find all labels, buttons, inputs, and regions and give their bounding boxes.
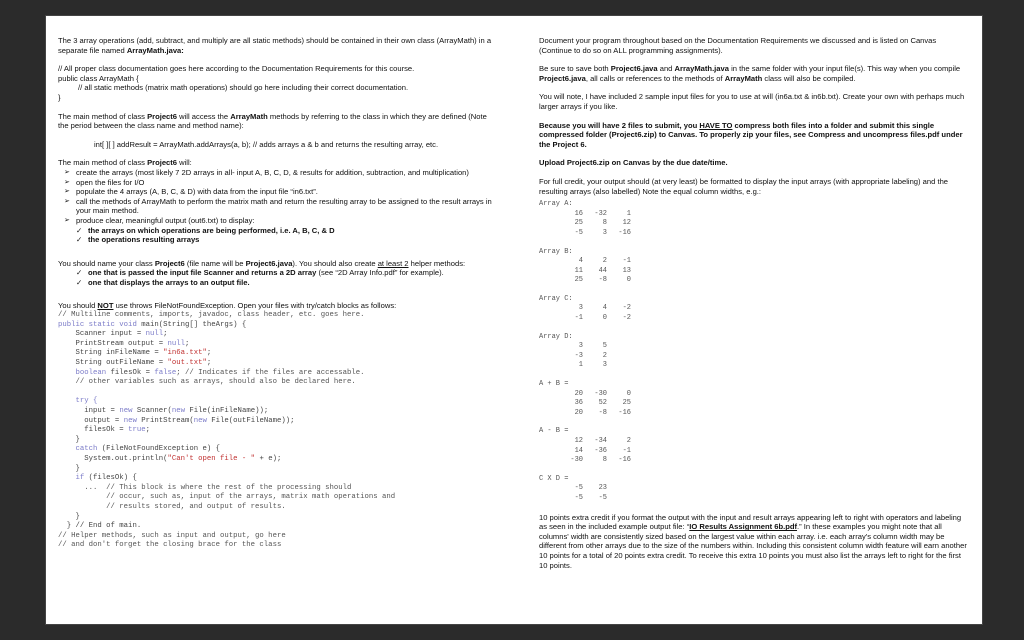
array-row [539,229,971,239]
list-item: ➢ produce clear, meaningful output (out6.txt) to display: [58,216,498,226]
array-label: Array B: [539,247,573,256]
array-row [539,267,971,277]
array-cell: 25 [574,219,583,228]
array-row [539,399,971,409]
array-cell: 5 [602,342,607,351]
array-cell: -32 [594,209,607,218]
array-cell: 2 [602,257,607,266]
array-cell: -16 [618,408,631,417]
array-cell: 1 [578,361,583,370]
array-cell: -3 [574,351,583,360]
array-cell: -30 [570,456,583,465]
array-block [539,427,971,465]
array-cell: 25 [622,399,631,408]
array-cell: 12 [622,219,631,228]
array-label: Array C: [539,294,573,303]
array-cell: 3 [578,342,583,351]
array-label: C X D = [539,474,569,483]
try-catch-intro: You should NOT use throws FileNotFoundException. Open your files with try/catch blocks as follows: [58,301,397,311]
array-label: Array D: [539,332,573,341]
array-cell: 44 [598,266,607,275]
array-block [539,200,971,238]
array-row [539,219,971,229]
array-cell: 0 [626,389,631,398]
array-block [539,248,971,286]
array-row [539,456,971,466]
array-cell: -36 [594,446,607,455]
document-page [46,16,982,624]
check-item: ✓ one that is passed the input file Scanner and returns a 2D array (see “2D Array Info.pdf” for example). [58,268,498,278]
array-cell: -1 [622,257,631,266]
para-save-files: Be sure to save both Project6.java and ArrayMath.java in the same folder with your input file(s). This way when you compile Project6.java, all calls or references to the methods of ArrayMath class will also be compiled. [539,64,961,83]
left-column [58,36,498,551]
array-label: Array A: [539,200,573,209]
para-documentation: Document your program throughout based on the Documentation Requirements we discussed and is listed on Canvas (Continue to do so on ALL programming assignments). [539,36,937,55]
list-item: ➢ create the arrays (most likely 7 2D arrays in all- input A, B, C, D, & results for addition, subtraction, and multiplication) [58,168,498,178]
code-sample: // Multiline comments, imports, javadoc, class header, etc. goes here. public static void main(String[] theArgs) { Scanner input = null; PrintStream output = null; String inFileName = "in6a.txt"; String outFileName = "out.txt"; boolean filesOk = false; // Indicates if the files are accessable. // other variables such as arrays, should also be declared here. try { input = new Scanner(new File(inFileName)); output = new PrintStream(new File(outFileName)); filesOk = true; } catch (FileNotFoundException e) { System.out.println("Can't open file - " + e); } if (filesOk) { ... // This block is where the rest of the processing should // occur, such as, input of the arrays, matrix math operations and // results stored, and output of results. } } // End of main. // Helper methods, such as input and output, go here // and don't forget the closing brace for the class [58,311,396,550]
helper-methods-section: You should name your class Project6 (file name will be Project6.java). You should also create at least 2 helper methods: ✓ one that is passed the input file Scanner and returns a 2D array (see “2D Array Info.pdf” for example). ✓ one that displays the arrays to an output file. [58,259,498,288]
array-cell: -1 [622,446,631,455]
array-block [539,333,971,371]
array-cell: -5 [574,228,583,237]
para-extra-credit: 10 points extra credit if you format the output with the input and result arrays appearing left to right with operators and labeling as seen in the included example output file: “IO Results Assignment 6b.pdf.” In these examples you might note that all columns' width are consistently sized based on the largest value within each array. i.e. each array's column width may be different from other arrays due to the size of the numbers within. Including this consistent column width feature will earn another 10 points for a total of 20 points extra credit. To receive this extra 10 points you must also list the arrays left to right for the first 10 points. [539,512,967,570]
array-cell: 11 [574,266,583,275]
array-cell: 13 [622,266,631,275]
array-cell: -2 [622,304,631,313]
array-cell: -2 [622,314,631,323]
array-cell: 8 [602,219,607,228]
check-item: ✓ one that displays the arrays to an output file. [58,278,498,288]
array-cell: 4 [602,304,607,313]
array-label: A - B = [539,427,569,436]
array-cell: 3 [578,304,583,313]
array-cell: -34 [594,437,607,445]
para-sample-files: You will note, I have included 2 sample input files for you to use at will (in6a.txt & in6b.txt). Create your own with perhaps much larger arrays if you like. [539,92,965,111]
array-row [539,484,971,494]
array-cell: 25 [574,276,583,285]
para-main-method-access: The main method of class Project6 will access the ArrayMath methods by referring to the class in which they are defined (Note the period between the class name and method name): [58,111,487,131]
main-method-list: The main method of class Project6 will: ➢ create the arrays (most likely 7 2D arrays in all- input A, B, C, D, & results for addition, subtraction, and multiplication) ➢ open the files for I/O ➢ populate the 4 arrays (A, B, C, & D) with data from the input file “in6.txt”. ➢ call the methods of ArrayMath to perform the matrix math and return the resulting array to be assigned to the result arrays in your main method. ➢ produce clear, meaningful output (out6.txt) to display: ✓ the arrays on which operations are being performed, i.e. A, B, C, & D ✓ the operations resulting arrays [58,158,498,244]
array-row [539,352,971,362]
para-addresult-example: int[ ][ ] addResult = ArrayMath.addArrays(a, b); // adds arrays a & b and returns the resulting array, etc. [94,139,439,149]
array-row [539,257,971,267]
right-column [539,36,971,579]
list-item: ➢ open the files for I/O [58,178,498,188]
array-cell: -5 [574,484,583,493]
array-cell: 0 [626,276,631,285]
array-cell: -5 [598,493,607,502]
para-compress: Because you will have 2 files to submit, you HAVE TO compress both files into a folder and submit this single compressed folder (Project6.zip) to Canvas. To properly zip your files, see Compress and uncompress files.pdf under the Project 6. [539,120,963,149]
array-row [539,210,971,220]
array-cell: 0 [602,314,607,323]
array-row [539,314,971,324]
array-cell: 14 [574,446,583,455]
array-cell: 16 [574,209,583,218]
array-cell: 8 [602,456,607,465]
array-cell: -16 [618,456,631,465]
array-cell: 2 [626,437,631,445]
example-arrays [539,200,971,503]
array-row [539,304,971,314]
list-item: ➢ populate the 4 arrays (A, B, C, & D) with data from the input file “in6.txt”. [58,187,498,197]
para-output-format: For full credit, your output should (at very least) be formatted to display the input arrays (with appropriate labeling) and the resulting arrays (also labelled) Note the equal column widths, e.g.: [539,176,949,196]
array-cell: 36 [574,399,583,408]
array-row [539,447,971,457]
array-cell: -8 [598,276,607,285]
array-row [539,437,971,447]
array-cell: 3 [602,228,607,237]
array-label: A + B = [539,380,569,389]
para-class-skeleton: // All proper class documentation goes here according to the Documentation Requirements for this course. public class ArrayMath { // all static methods (matrix math operations) should go here including their correct documentation. } [58,64,415,102]
array-cell: 52 [598,399,607,408]
array-cell: 4 [578,257,583,266]
array-row [539,390,971,400]
list-item: ➢ call the methods of ArrayMath to perform the matrix math and return the resulting array to be assigned to the result arrays in your main method. [58,197,498,216]
para-arraymath-intro: The 3 array operations (add, subtract, and multiply are all static methods) should be contained in their own class (ArrayMath) in a separate file named ArrayMath.java: [58,36,492,55]
array-cell: 12 [574,437,583,445]
array-row [539,342,971,352]
array-cell: 2 [602,351,607,360]
array-cell: -30 [594,389,607,398]
array-row [539,409,971,419]
array-cell: -8 [598,408,607,417]
check-item: ✓ the operations resulting arrays [58,235,498,245]
array-cell: 1 [626,209,631,218]
array-row [539,276,971,286]
array-cell: 3 [602,361,607,370]
array-cell: -5 [574,493,583,502]
array-cell: 20 [574,408,583,417]
array-cell: 20 [574,389,583,398]
array-block [539,380,971,418]
array-block [539,295,971,324]
para-upload: Upload Project6.zip on Canvas by the due date/time. [539,158,728,168]
array-block [539,475,971,504]
array-row [539,361,971,371]
array-cell: 23 [598,484,607,493]
array-cell: -1 [574,314,583,323]
check-item: ✓ the arrays on which operations are being performed, i.e. A, B, C, & D [58,226,498,236]
array-cell: -16 [618,228,631,237]
array-row [539,494,971,504]
